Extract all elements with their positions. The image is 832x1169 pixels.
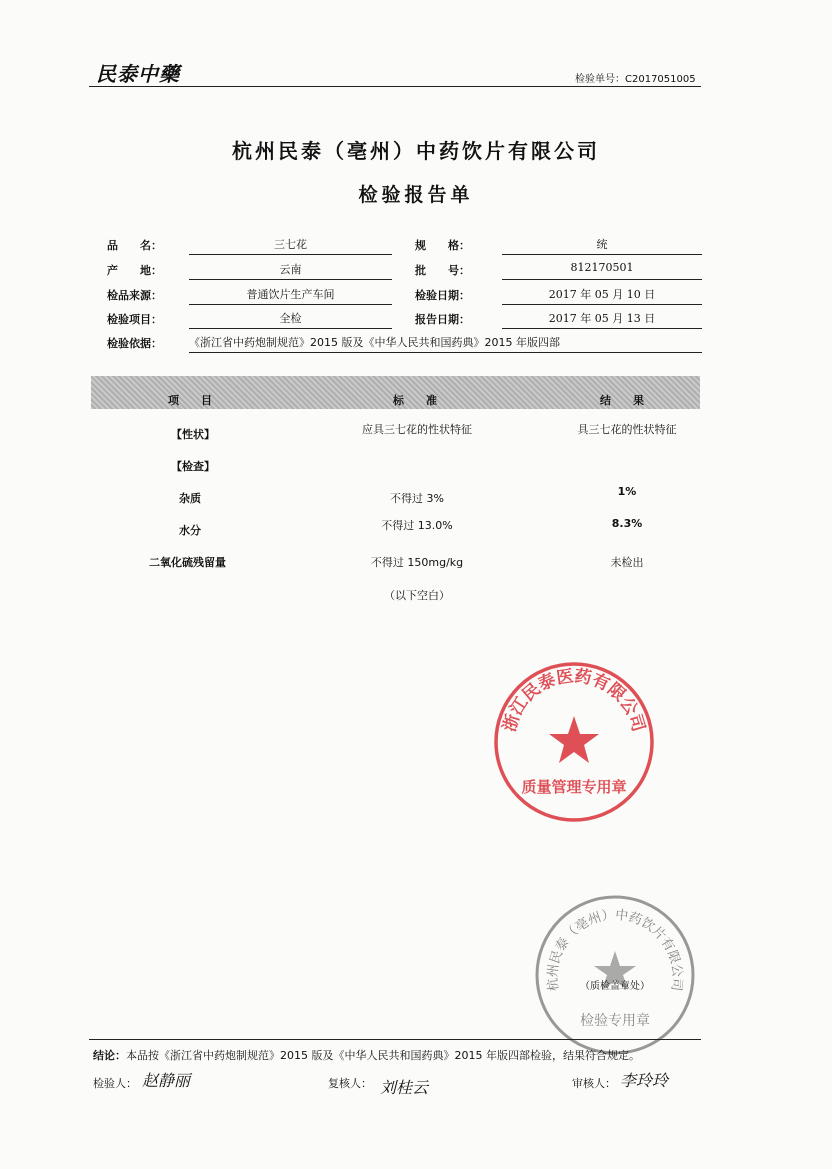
- column-header-standard: 标 准: [393, 394, 437, 407]
- row-result-moisture: 8.3%: [611, 517, 643, 530]
- reviewer-label: 复核人：: [328, 1077, 372, 1090]
- field-underline: [189, 328, 392, 329]
- row-item-moisture: 水分: [179, 524, 201, 537]
- column-header-result: 结 果: [600, 394, 644, 407]
- row-standard-impurity: 不得过 3%: [390, 492, 444, 505]
- gray-stamp-sub: 检验专用章: [580, 1013, 650, 1029]
- row-standard-moisture: 不得过 13.0%: [381, 519, 453, 532]
- field-underline: [189, 254, 392, 255]
- field-label-check-date: 检验日期：: [415, 289, 470, 302]
- conclusion: [93, 1047, 640, 1063]
- field-value-spec: 统: [596, 238, 608, 251]
- field-label-report-date: 报告日期：: [415, 313, 470, 326]
- field-underline: [502, 254, 702, 255]
- field-label-origin: 产 地：: [107, 264, 162, 277]
- field-label-batch: 批 号：: [415, 264, 470, 277]
- field-underline: [189, 304, 392, 305]
- document-title: 检验报告单: [358, 184, 474, 206]
- stamp-placeholder-note: （质检盖章处）: [580, 981, 650, 992]
- quality-seal-stamp: [492, 660, 656, 824]
- field-underline: [189, 279, 392, 280]
- row-item-impurity: 杂质: [179, 492, 201, 505]
- report-number: 检验单号：C2017051005: [575, 74, 696, 85]
- field-underline: [502, 328, 702, 329]
- row-result-sulfur-dioxide: 未检出: [610, 556, 644, 569]
- reviewer-signature: 刘桂云: [380, 1078, 429, 1097]
- field-value-report-date: 2017 年 05 月 13 日: [548, 312, 656, 325]
- field-label-item: 检验项目：: [107, 313, 162, 326]
- row-item-appearance: 【性状】: [171, 428, 215, 441]
- row-result-appearance: 具三七花的性状特征: [577, 423, 677, 436]
- field-value-item: 全检: [279, 312, 302, 325]
- approver-label: 审核人：: [572, 1077, 616, 1090]
- field-value-source: 普通饮片生产车间: [246, 288, 335, 301]
- field-label-name: 品 名：: [107, 239, 162, 252]
- field-value-batch: 812170501: [570, 261, 634, 274]
- conclusion-text: 本品按《浙江省中药炮制规范》2015 版及《中华人民共和国药典》2015 年版四部检验，结果符合规定。: [126, 1049, 640, 1062]
- row-standard-sulfur-dioxide: 不得过 150mg/kg: [370, 556, 464, 569]
- column-header-item: 项 目: [168, 394, 212, 407]
- field-underline: [502, 304, 702, 305]
- field-value-name: 三七花: [274, 238, 307, 251]
- field-value-basis: 《浙江省中药炮制规范》2015 版及《中华人民共和国药典》2015 年版四部: [189, 336, 560, 349]
- red-stamp-text: 浙江民泰医药有限公司: [499, 666, 649, 735]
- field-underline: [502, 279, 702, 280]
- inspector-signature: 赵静丽: [142, 1071, 191, 1090]
- inspection-seal-stamp: [533, 893, 697, 1057]
- blank-note: （以下空白）: [384, 589, 450, 602]
- field-underline: [189, 352, 702, 353]
- conclusion-label: 结论：: [93, 1049, 126, 1062]
- row-item-sulfur-dioxide: 二氧化硫残留量: [149, 556, 226, 569]
- header-divider: [89, 86, 701, 87]
- field-value-check-date: 2017 年 05 月 10 日: [548, 288, 656, 301]
- row-item-inspection: 【检查】: [171, 460, 215, 473]
- row-standard-appearance: 应具三七花的性状特征: [362, 423, 472, 436]
- row-result-impurity: 1%: [617, 485, 637, 498]
- approver-signature: 李玲玲: [620, 1071, 669, 1090]
- field-value-origin: 云南: [279, 263, 302, 276]
- star-icon: [549, 716, 599, 763]
- company-name: 杭州民泰（亳州）中药饮片有限公司: [232, 139, 600, 163]
- field-label-basis: 检验依据：: [107, 337, 162, 350]
- red-stamp-sub: 质量管理专用章: [521, 778, 627, 796]
- footer-divider: [89, 1039, 701, 1040]
- field-label-spec: 规 格：: [415, 239, 470, 252]
- field-label-source: 检品来源：: [107, 289, 162, 302]
- inspector-label: 检验人：: [93, 1077, 137, 1090]
- company-logo: 民泰中藥: [96, 62, 180, 86]
- gray-stamp-text: 杭州民泰（亳州）中药饮片有限公司: [545, 908, 685, 992]
